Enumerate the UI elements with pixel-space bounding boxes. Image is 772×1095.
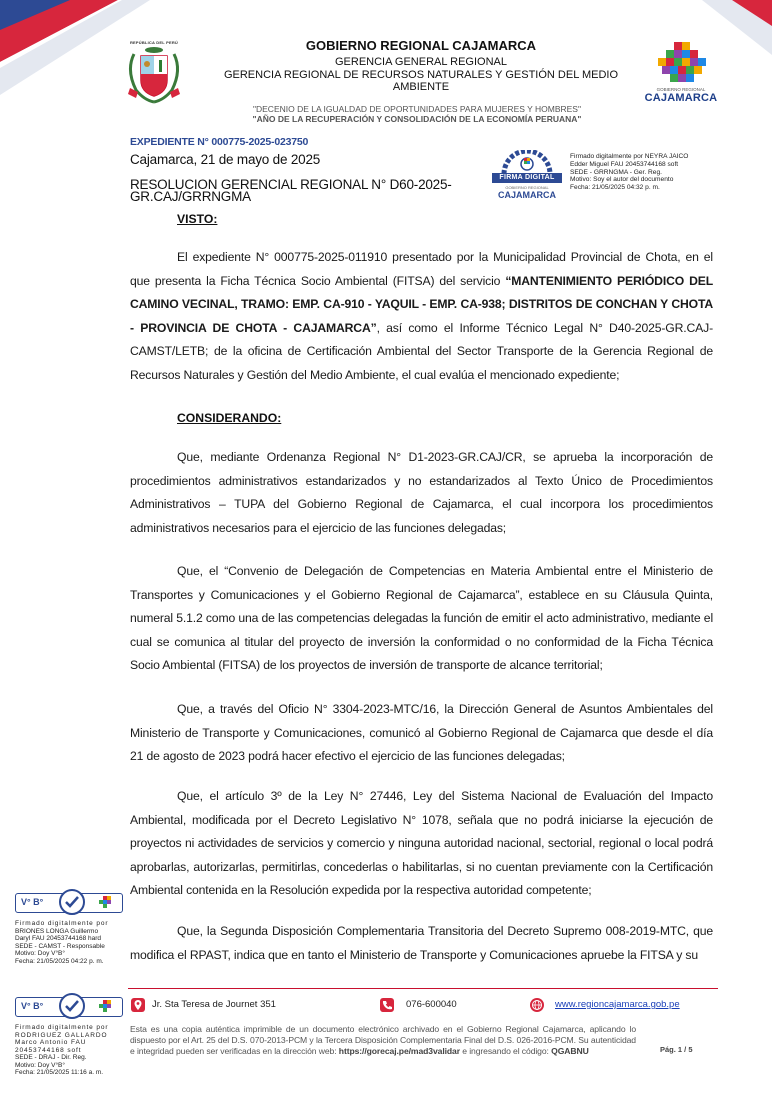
firma-line: Edder Miguel FAU 20453744168 soft <box>570 160 679 168</box>
institution-title: GOBIERNO REGIONAL CAJAMARCA <box>305 38 537 53</box>
vb-line: RODRIGUEZ GALLARDO <box>15 1031 108 1039</box>
institution-subtitle-resources: GERENCIA REGIONAL DE RECURSOS NATURALES Y GESTIÓN DEL MEDIO AMBIENTE <box>223 69 619 93</box>
vb-line: Firmado digitalmente por <box>15 920 109 927</box>
firma-line: Firmado digitalmente por NEYRA JAICO <box>570 153 689 160</box>
year-slogan: "AÑO DE LA RECUPERACIÓN Y CONSOLIDACIÓN DE LA ECONOMÍA PERUANA" <box>252 114 582 124</box>
firma-line: Fecha: 21/05/2025 04:32 p. m. <box>570 184 660 192</box>
logo-caption-small: GOBIERNO REGIONAL <box>656 87 706 92</box>
considerando-paragraph-1: Que, mediante Ordenanza Regional N° D1-2023-GR.CAJ/CR, se aprueba la incorporación de procedimientos administrativos estandarizados y no estandarizados al Texto Único de Procedimientos Administrativos – TUPA del Gobierno Regional de Cajamarca, el cual incorpora los procedimientos administrativos necesarios para el ejercicio de las funciones delegadas; <box>130 450 713 535</box>
disclaimer-text-b: e ingresando el código: <box>459 1046 552 1056</box>
footer-phone: 076-600040 <box>406 999 457 1010</box>
gobierno-regional-logo <box>640 40 722 104</box>
crest-caption: REPÚBLICA DEL PERÚ <box>129 40 179 45</box>
expediente-number: EXPEDIENTE N° 000775-2025-023750 <box>130 136 309 148</box>
digital-signature-text <box>570 153 720 192</box>
vb-line: SEDE - DRAJ - Dir. Reg. <box>15 1054 87 1061</box>
logo-caption-big: CAJAMARCA <box>644 92 718 104</box>
vb-line: Marco Antonio FAU <box>15 1039 87 1046</box>
vb-stamp-2 <box>15 997 123 1017</box>
gr-mini-logo-icon <box>98 896 114 910</box>
visto-service-name: “MANTENIMIENTO PERIÓDICO DEL CAMINO VECINAL, TRAMO: EMP. CA-910 - YAQUIL - EMP. CA-938; DISTRITOS DE CONCHAN Y CHOTA - PROVINCIA DE CHOTA - CAJAMARCA” <box>130 273 713 335</box>
institution-subtitle-general: GERENCIA GENERAL REGIONAL <box>335 56 507 68</box>
firma-line: Motivo: Soy el autor del documento <box>570 176 674 184</box>
vb-line: Motivo: Doy V°B° <box>15 1061 65 1069</box>
peru-coat-of-arms <box>124 40 184 104</box>
visto-paragraph <box>130 246 713 387</box>
disclaimer-text-a: Esta es una copia auténtica imprimible de un documento electrónico archivado en el Gobierno Regional Cajamarca, aplicando lo dispuesto por el Art. 25 del D.S. 070-2013-PCM y la Tercera Disposición Complementaria Final del D.S. 026-2016-PCM. Su autenticidad e integridad pueden ser verificadas en la dirección web: <box>130 1024 636 1056</box>
vb-label: V° B° <box>21 1001 44 1011</box>
considerando-paragraph-4: Que, el artículo 3º de la Ley N° 27446, Ley del Sistema Nacional de Evaluación del Impacto Ambiental, modificada por el Decreto Legislativo N° 1078, señala que no podrá iniciarse la ejecución de proyectos ni actividades de servicios y comercio y ninguna autoridad nacional, sectorial, regional o local podrá aprobarlas, autorizarlas, permitirlas, concederlas o habilitarlas, si no cuentan previamente con la Certificación Ambiental contenida en la Resolución expedida por la respectiva autoridad competente; <box>130 789 713 897</box>
authenticity-disclaimer <box>130 1024 636 1057</box>
footer-website-link[interactable]: www.regioncajamarca.gob.pe <box>555 999 680 1010</box>
check-circle-icon <box>59 993 85 1019</box>
decenio-slogan: "DECENIO DE LA IGUALDAD DE OPORTUNIDADES PARA MUJERES Y HOMBRES" <box>252 104 581 114</box>
footer-divider <box>128 988 718 989</box>
vb-line: Daryl FAU 20453744168 hard <box>15 935 102 942</box>
gr-mini-logo-icon <box>98 1000 114 1014</box>
vb-line: Fecha: 21/05/2025 11:16 a. m. <box>15 1069 104 1076</box>
validation-url[interactable]: https://gorecaj.pe/mad3validar <box>338 1046 460 1056</box>
vb-line: SEDE - CAMST - Responsable <box>15 942 105 950</box>
firma-logo-big: CAJAMARCA <box>498 190 556 200</box>
document-date: Cajamarca, 21 de mayo de 2025 <box>130 152 321 167</box>
validation-code: QGABNU <box>551 1046 589 1056</box>
check-circle-icon <box>59 889 85 915</box>
resolution-number: RESOLUCION GERENCIAL REGIONAL N° D60-2025-GR.CAJ/GRRNGMA <box>130 177 452 204</box>
location-pin-icon <box>131 998 145 1012</box>
page-number: Pág. 1 / 5 <box>660 1045 693 1054</box>
vb-line: Motivo: Doy V°B° <box>15 950 65 957</box>
vb-stamp-1 <box>15 893 123 913</box>
vb-line: Firmado digitalmente por <box>15 1024 109 1031</box>
considerando-heading: CONSIDERANDO: <box>177 411 282 425</box>
firma-digital-label: FIRMA DIGITAL <box>492 173 562 183</box>
firma-digital-logo <box>492 150 562 202</box>
visto-heading: VISTO: <box>177 212 218 226</box>
footer-address: Jr. Sta Teresa de Journet 351 <box>152 999 276 1010</box>
vb-line: Fecha: 21/05/2025 04:22 p. m. <box>15 957 104 965</box>
firma-line: SEDE - GRRNGMA - Ger. Reg. <box>570 168 662 176</box>
vb-line: BRIONES LONGA Guillermo <box>15 927 99 935</box>
visto-text-c: , así como el Informe Técnico Legal N° D40-2025-GR.CAJ-CAMST/LETB; de la oficina de Certificación Ambiental del Sector Transporte de la Gerencia Regional de Recursos Naturales y Gestión del Medio Ambiente, el cual evalúa el mencionado expediente; <box>130 320 713 382</box>
vb-line: 20453744168 soft <box>15 1046 82 1054</box>
vb-label: V° B° <box>21 897 44 907</box>
globe-icon <box>530 998 544 1012</box>
visto-text-a: El expediente N° 000775-2025-011910 presentado por la Municipalidad Provincial de Chota, en el que presenta la Ficha Técnica Socio Ambiental (FITSA) del servicio <box>130 250 713 288</box>
vb-signature-text-2 <box>15 1024 127 1077</box>
vb-signature-text-1 <box>15 920 127 965</box>
firma-logo-small: GOBIERNO REGIONAL <box>505 185 549 190</box>
considerando-paragraph-2: Que, el “Convenio de Delegación de Competencias en Materia Ambiental entre el Ministerio de Transportes y Comunicaciones y el Gobierno Regional de Cajamarca”, establece en su Cláusula Quinta, numeral 5.1.2 como una de las competencias delegadas la función de emitir el acto administrativo, mediante el cual se comunica al titular del proyecto de inversión la conformidad o no conformidad de la Ficha Técnica Socio Ambiental (FITSA) de los proyectos de inversión de transporte de alcance territorial; <box>130 564 713 672</box>
phone-icon <box>380 998 394 1012</box>
considerando-paragraph-5: Que, la Segunda Disposición Complementaria Transitoria del Decreto Supremo 008-2019-MTC, que modifica el RPAST, indica que en tanto el Ministerio de Transporte y Comunicaciones apruebe la FITSA y su <box>130 924 713 962</box>
considerando-paragraph-3: Que, a través del Oficio N° 3304-2023-MTC/16, la Dirección General de Asuntos Ambientales del Ministerio de Transporte y Comunicaciones, comunicó al Gobierno Regional de Cajamarca que desde el día 21 de agosto de 2023 podrá hacer efectivo el ejercicio de las funciones delegadas; <box>130 702 713 763</box>
